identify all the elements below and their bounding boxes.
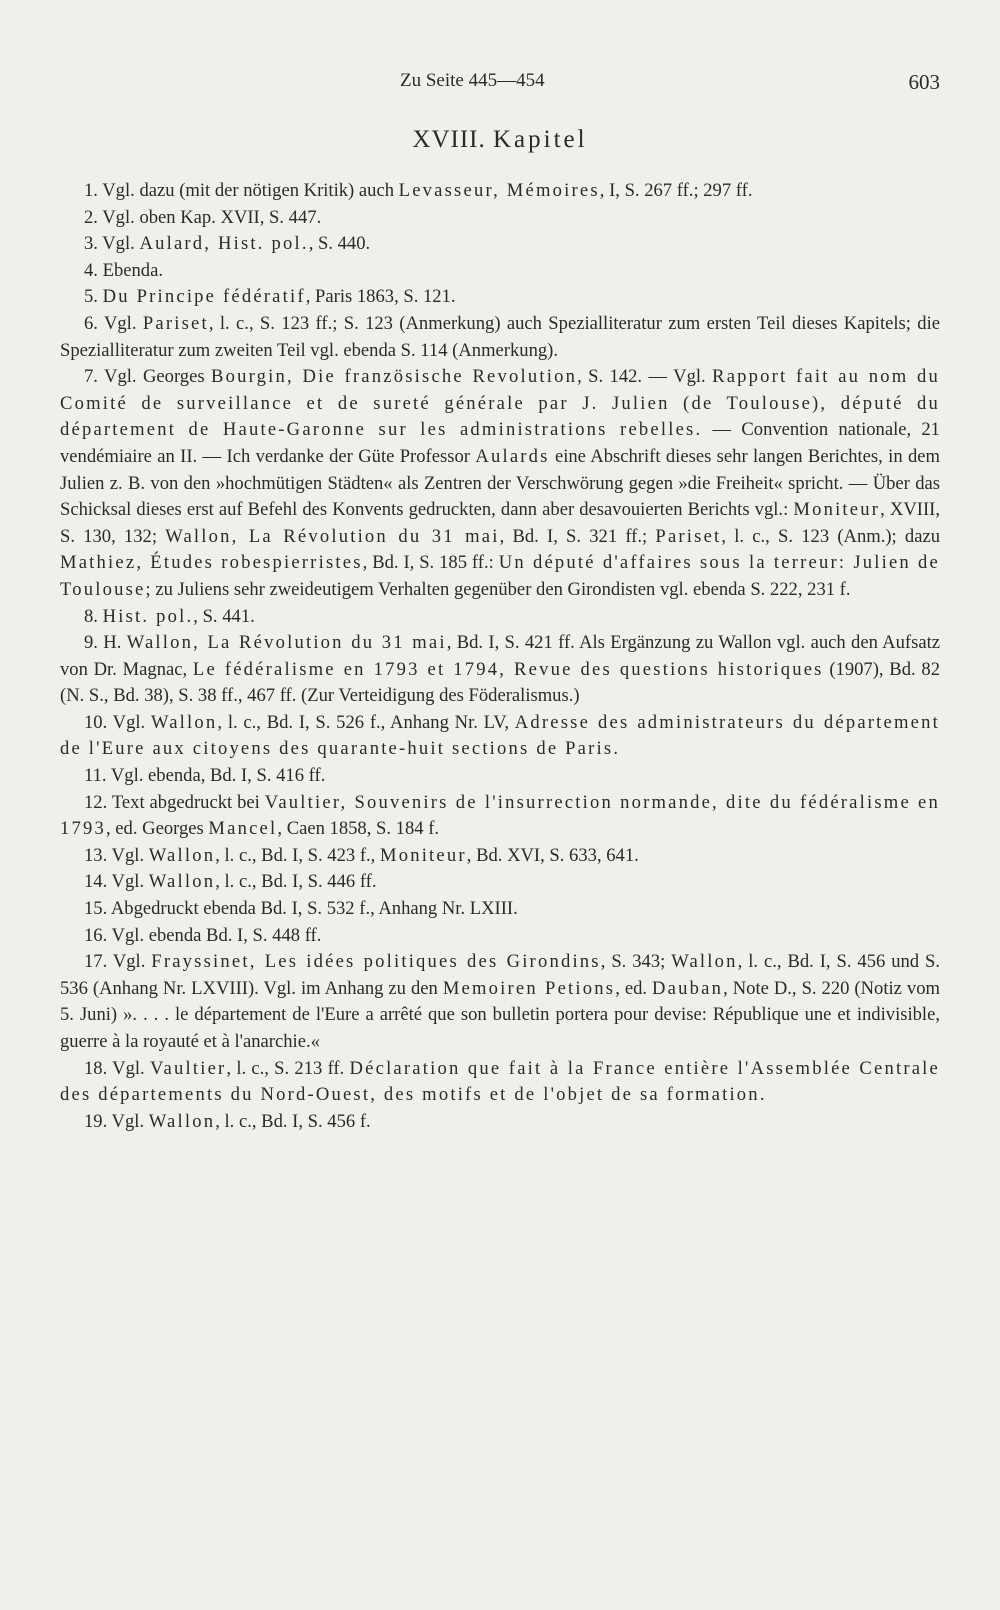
spaced-citation: Dauban (652, 977, 724, 999)
note-text: , ed. Georges (106, 818, 209, 840)
spaced-citation: Wallon (671, 951, 738, 973)
note-text: 13. Vgl. (84, 844, 149, 866)
note-text: — Convention nationale, 21 vendémiaire an II. — Ich verdanke der Güte Professor (60, 419, 940, 467)
note-text: , Bd. XVI, S. 633, 641. (466, 844, 639, 866)
note-text: , Bd. I, S. 321 ff.; (499, 525, 656, 547)
spaced-citation: Du Principe fédératif (102, 286, 306, 308)
endnote-13 (60, 843, 940, 870)
note-text: 17. Vgl. (84, 951, 152, 973)
note-text: 19. Vgl. (84, 1110, 149, 1132)
spaced-citation: Moniteur (793, 499, 881, 521)
endnote-9 (60, 630, 940, 710)
endnote-11 (60, 763, 940, 790)
note-text: . (759, 1084, 765, 1106)
spaced-citation: Rapport fait au nom du Comité de surveillance et de sureté générale par J. Julien (de Toulouse), député du département de Haute-Garonne sur les administrations rebelles. (60, 366, 941, 441)
endnote-19 (60, 1109, 940, 1136)
note-text: , l. c., Bd. I, S. 446 ff. (215, 871, 377, 893)
chapter-number: XVIII. (412, 126, 486, 153)
page-number: 603 (908, 70, 940, 94)
spaced-citation: Wallon (148, 844, 216, 866)
note-text: 1. Vgl. dazu (mit der nötigen Kritik) auch (84, 180, 399, 201)
spaced-citation: Hist. pol. (102, 605, 194, 627)
running-title: Zu Seite 445—454 (400, 70, 545, 91)
endnote-15 (60, 896, 940, 923)
note-text: 2. Vgl. oben Kap. XVII, S. 447. (84, 206, 322, 228)
running-head (60, 70, 940, 100)
spaced-citation: Wallon (148, 1110, 216, 1132)
spaced-citation: Mancel (208, 818, 278, 840)
endnote-16 (60, 923, 940, 950)
endnote-3 (60, 231, 940, 258)
note-text: , Paris 1863, S. 121. (305, 286, 456, 308)
spaced-citation: Déclaration que fait à la France entière l'Assemblée Centrale des départements du Nord-Ouest, des motifs et de l'objet de sa formation (60, 1057, 941, 1106)
note-text: , l. c., S. 123 ff.; S. 123 (Anmerkung) auch Spezialliteratur zum ersten Teil dieses Kapitels; die Spezialliteratur zum zweiten Teil vgl. ebenda S. 114 (Anmerkung). (60, 312, 940, 361)
note-text: , ed. (615, 977, 653, 999)
note-text: 16. Vgl. ebenda Bd. I, S. 448 ff. (84, 924, 322, 946)
endnote-17 (60, 949, 940, 1055)
endnote-12 (60, 790, 940, 843)
note-text: , l. c., Bd. I, S. 456 f. (215, 1110, 371, 1132)
note-text: , XVIII, S. 130, 132; (60, 499, 940, 547)
endnotes-list (60, 178, 940, 1135)
spaced-citation: Aulard, Hist. pol. (139, 233, 309, 255)
note-text: 9. H. (84, 632, 127, 654)
endnote-5 (60, 284, 940, 311)
spaced-citation: Mathiez, Études robespierristes (60, 552, 363, 574)
endnote-18 (60, 1056, 940, 1109)
note-text: , Note D., S. 220 (Notiz vom 5. Juni) ». . . . le département de l'Eure a arrêté que son bulletin portera pour devise: République une et indivisible, guerre à la royauté et à l'anarchie.« (60, 977, 940, 1052)
spaced-citation: Levasseur, Mémoires (398, 180, 600, 201)
note-text: , Caen 1858, S. 184 f. (277, 818, 440, 840)
note-text: 5. (84, 286, 103, 308)
endnote-6 (60, 311, 940, 364)
note-text: 6. Vgl. (84, 312, 143, 334)
spaced-citation: Vaultier, Souvenirs de l'insurrection normande, dite du fédéralisme en 1793 (60, 791, 940, 840)
note-text: 8. (84, 605, 103, 627)
note-text: 12. Text abgedruckt bei (84, 791, 265, 813)
note-text: , I, S. 267 ff.; 297 ff. (599, 180, 753, 201)
note-text: 18. Vgl. (84, 1057, 150, 1079)
note-text: , l. c., Bd. I, S. 526 f., Anhang Nr. LV, (217, 711, 515, 733)
note-text: ; zu Juliens sehr zweideutigem Verhalten gegenüber den Girondisten vgl. ebenda S. 222, 231 f. (145, 578, 851, 600)
note-text: , S. 441. (193, 605, 255, 627)
chapter-title (60, 126, 940, 154)
endnote-7 (60, 364, 940, 603)
note-text: eine Abschrift dieses sehr langen Berichtes, in dem Julien z. B. von den »hochmütigen Städten« als Zentren der Verschwörung gegen »die Freiheit« spricht. — Über das Schicksal dieses erst auf Befehl des Konvents gedruckten, dann aber desavouierten Berichts vgl.: (60, 445, 940, 521)
chapter-word: Kapitel (493, 126, 588, 153)
spaced-citation: Wallon, La Révolution du 31 mai (126, 632, 447, 654)
spaced-citation: Memoiren Petions (442, 977, 616, 999)
endnote-10 (60, 710, 940, 763)
note-text: , Bd. I, S. 421 ff. Als Ergänzung zu Wallon vgl. auch den Aufsatz von Dr. Magnac, (60, 632, 941, 680)
spaced-citation: Bourgin, Die französische Revolution (211, 366, 578, 388)
spaced-citation: Adresse des administrateurs du département de l'Eure aux citoyens des quarante-huit sections de Paris (60, 711, 940, 760)
spaced-citation: Un député d'affaires sous la terreur: Julien de Toulouse (60, 552, 940, 600)
note-text: , l. c., Bd. I, S. 456 und S. 536 (Anhang Nr. LXVIII). Vgl. im Anhang zu den (60, 951, 941, 999)
note-text: 7. Vgl. Georges (84, 366, 211, 388)
note-text: 4. Ebenda. (84, 259, 163, 281)
note-text: , S. 142. — Vgl. (577, 366, 713, 388)
endnote-8 (60, 604, 940, 631)
note-text: 11. Vgl. ebenda, Bd. I, S. 416 ff. (84, 765, 326, 787)
endnote-14 (60, 869, 940, 896)
spaced-citation: Aulards (475, 445, 550, 467)
note-text: , S. 343; (600, 951, 672, 973)
spaced-citation: Wallon (150, 711, 218, 733)
note-text: , S. 440. (308, 233, 371, 255)
note-text: 14. Vgl. (84, 871, 149, 893)
note-text: 3. Vgl. (84, 233, 140, 255)
endnote-4 (60, 258, 940, 285)
spaced-citation: Frayssinet, Les idées politiques des Girondins (151, 951, 601, 973)
note-text: 15. Abgedruckt ebenda Bd. I, S. 532 f., Anhang Nr. LXIII. (84, 898, 518, 920)
spaced-citation: Wallon, La Révolution du 31 mai (165, 525, 500, 547)
note-text: , l. c., S. 123 (Anm.); dazu (721, 525, 941, 547)
note-text: 10. Vgl. (84, 711, 151, 733)
spaced-citation: Pariset (655, 525, 722, 547)
spaced-citation: Vaultier (149, 1057, 227, 1079)
spaced-citation: Wallon (148, 871, 216, 893)
note-text: . (613, 738, 618, 760)
note-text: , Bd. I, S. 185 ff.: (362, 552, 499, 574)
spaced-citation: Moniteur (379, 844, 467, 866)
spaced-citation: Le fédéralisme en 1793 et 1794, Revue des questions historiques (192, 658, 824, 680)
note-text: , l. c., Bd. I, S. 423 f., (215, 844, 380, 866)
endnote-2 (60, 205, 940, 232)
note-text: , l. c., S. 213 ff. (226, 1057, 350, 1079)
note-text: (1907), Bd. 82 (N. S., Bd. 38), S. 38 ff., 467 ff. (Zur Verteidigung des Föderalismus.) (60, 658, 940, 707)
spaced-citation: Pariset (142, 312, 209, 334)
endnote-1 (60, 178, 940, 205)
